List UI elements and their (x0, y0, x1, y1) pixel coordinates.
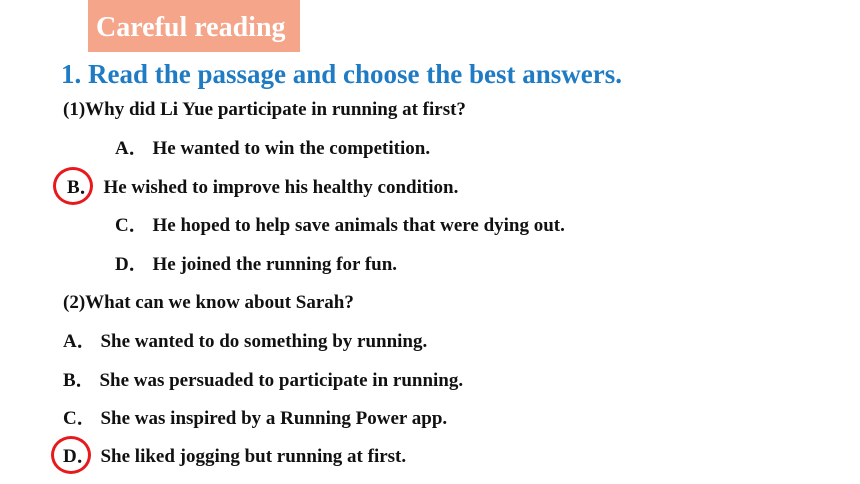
option-text: He wanted to win the competition. (147, 138, 431, 159)
question-2-option-b[interactable] (63, 370, 463, 393)
question-1-option-b[interactable] (67, 177, 458, 200)
question-1-option-c[interactable] (115, 215, 565, 238)
question-1-stem: (1)Why did Li Yue participate in running at first? (63, 99, 466, 120)
question-2-option-d[interactable] (63, 446, 406, 469)
option-text: She was inspired by a Running Power app. (95, 408, 448, 429)
question-2-stem: (2)What can we know about Sarah? (63, 292, 354, 313)
option-letter: C． (63, 408, 96, 429)
option-text: She was persuaded to participate in running. (94, 370, 464, 391)
option-text: She wanted to do something by running. (95, 331, 428, 352)
option-letter: D． (115, 254, 148, 275)
section-badge-label: Careful reading (96, 12, 286, 43)
option-letter: A． (115, 138, 148, 159)
option-letter: D． (63, 446, 96, 467)
question-2-option-a[interactable] (63, 331, 427, 354)
option-letter: B． (63, 370, 95, 391)
option-letter: C． (115, 215, 148, 236)
question-1-option-d[interactable] (115, 254, 397, 277)
option-text: He wished to improve his healthy condition. (98, 177, 459, 198)
option-text: She liked jogging but running at first. (95, 446, 407, 467)
option-text: He joined the running for fun. (147, 254, 398, 275)
option-text: He hoped to help save animals that were dying out. (147, 215, 565, 236)
section-badge (88, 0, 300, 52)
question-2-option-c[interactable] (63, 408, 447, 431)
question-1-option-a[interactable] (115, 138, 430, 161)
task-title: 1. Read the passage and choose the best answers. (61, 59, 623, 89)
option-letter: A． (63, 331, 96, 352)
option-letter: B． (67, 177, 99, 198)
